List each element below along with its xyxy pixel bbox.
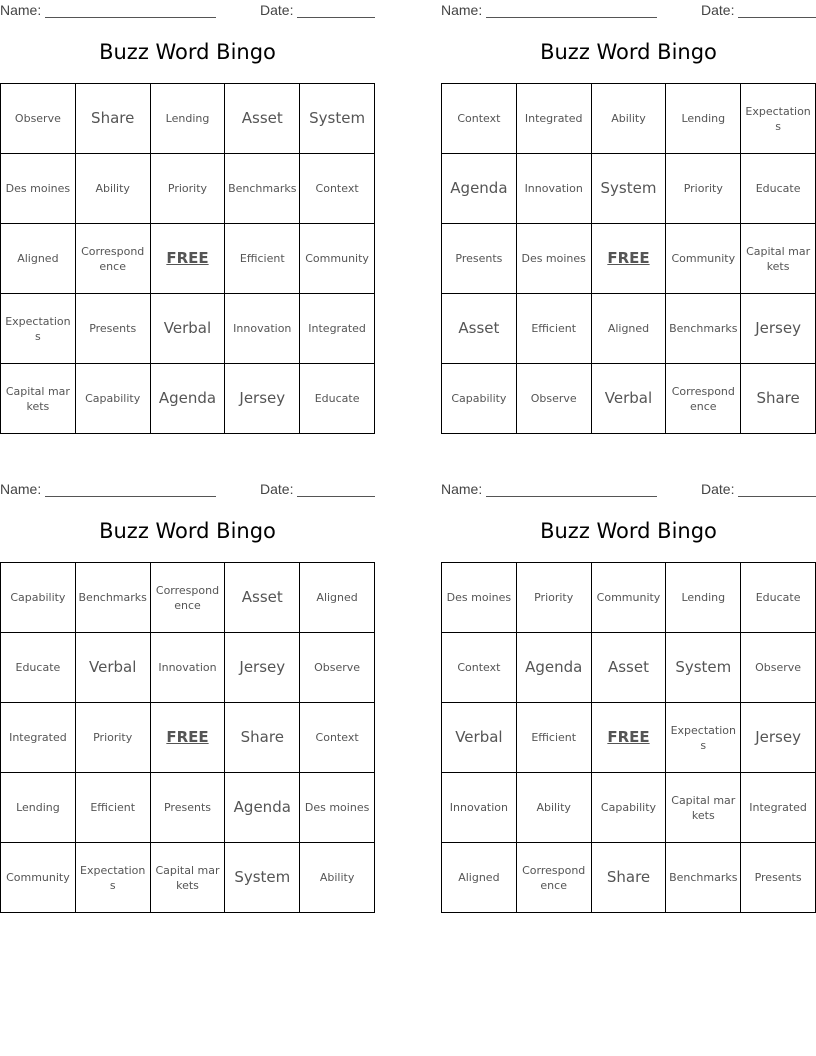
bingo-cell: Asset [592,633,667,703]
bingo-cell: Capital markets [1,364,76,434]
bingo-cell: Capital markets [666,773,741,843]
bingo-cell: Lending [666,563,741,633]
bingo-cell: Educate [1,633,76,703]
bingo-cell: Capability [1,563,76,633]
bingo-cell: Share [592,843,667,913]
bingo-cell: Presents [151,773,226,843]
bingo-cell: Ability [517,773,592,843]
bingo-cell: Des moines [442,563,517,633]
bingo-cell: Expectations [76,843,151,913]
bingo-cell: Lending [151,84,226,154]
bingo-cell: Jersey [741,703,816,773]
date-field-line [738,17,816,18]
date-field-line [297,496,375,497]
bingo-cell: Context [442,633,517,703]
bingo-cell: Jersey [225,633,300,703]
bingo-cell: Integrated [517,84,592,154]
bingo-cell: System [225,843,300,913]
free-space: FREE [151,703,226,773]
bingo-cell: Asset [442,294,517,364]
name-label: Name: [441,2,483,18]
bingo-cell: Correspondence [517,843,592,913]
bingo-cell: Observe [1,84,76,154]
bingo-card [0,479,375,913]
bingo-cell: Ability [300,843,375,913]
bingo-cell: Asset [225,563,300,633]
bingo-cell: Verbal [76,633,151,703]
bingo-cell: Priority [151,154,226,224]
name-date-header [441,479,816,501]
bingo-cell: Benchmarks [666,843,741,913]
bingo-cell: Educate [300,364,375,434]
bingo-cell: Ability [76,154,151,224]
bingo-cell: Observe [741,633,816,703]
bingo-cell: Lending [1,773,76,843]
bingo-cell: Innovation [151,633,226,703]
card-title: Buzz Word Bingo [540,519,717,543]
bingo-cell: Agenda [442,154,517,224]
bingo-card [441,0,816,434]
bingo-cell: Presents [741,843,816,913]
bingo-cell: Efficient [517,294,592,364]
bingo-cell: Context [300,154,375,224]
name-label: Name: [0,481,42,497]
bingo-cell: Jersey [225,364,300,434]
bingo-cell: Correspondence [76,224,151,294]
bingo-cell: Asset [225,84,300,154]
bingo-cell: Context [442,84,517,154]
bingo-cell: Benchmarks [225,154,300,224]
bingo-cell: Aligned [300,563,375,633]
bingo-cell: System [300,84,375,154]
bingo-cell: Community [592,563,667,633]
bingo-cell: Efficient [225,224,300,294]
bingo-cell: Capability [592,773,667,843]
card-title: Buzz Word Bingo [99,519,276,543]
bingo-cell: Capability [442,364,517,434]
bingo-cell: Verbal [442,703,517,773]
bingo-cell: Efficient [76,773,151,843]
bingo-cell: Efficient [517,703,592,773]
bingo-cell: System [592,154,667,224]
date-field-line [738,496,816,497]
bingo-cell: Presents [76,294,151,364]
bingo-cell: Capital markets [741,224,816,294]
name-date-header [0,0,375,22]
card-title: Buzz Word Bingo [99,40,276,64]
bingo-cell: Community [666,224,741,294]
name-field-line [45,17,216,18]
bingo-grid [441,562,816,913]
bingo-cell: Community [300,224,375,294]
name-label: Name: [441,481,483,497]
name-label: Name: [0,2,42,18]
bingo-card [0,0,375,434]
bingo-cell: Capability [76,364,151,434]
bingo-cell: Correspondence [666,364,741,434]
bingo-cell: Aligned [442,843,517,913]
bingo-cell: Verbal [151,294,226,364]
bingo-cell: Innovation [517,154,592,224]
name-field-line [486,17,657,18]
bingo-cell: Des moines [300,773,375,843]
bingo-cell: Jersey [741,294,816,364]
bingo-cell: Integrated [300,294,375,364]
date-label: Date: [701,481,735,497]
bingo-cell: Priority [517,563,592,633]
bingo-cell: Educate [741,154,816,224]
bingo-cell: Correspondence [151,563,226,633]
bingo-cell: Capital markets [151,843,226,913]
bingo-cell: Innovation [225,294,300,364]
bingo-grid [0,562,375,913]
bingo-cell: Integrated [1,703,76,773]
bingo-card [441,479,816,913]
bingo-cell: Lending [666,84,741,154]
date-field-line [297,17,375,18]
bingo-cell: Innovation [442,773,517,843]
bingo-cell: Priority [76,703,151,773]
bingo-cell: Context [300,703,375,773]
bingo-cell: Ability [592,84,667,154]
bingo-grid [441,83,816,434]
bingo-cell: Benchmarks [76,563,151,633]
bingo-cell: Educate [741,563,816,633]
date-label: Date: [701,2,735,18]
free-space: FREE [592,224,667,294]
bingo-cell: Share [76,84,151,154]
name-field-line [486,496,657,497]
bingo-cell: Aligned [592,294,667,364]
bingo-cell: Aligned [1,224,76,294]
name-field-line [45,496,216,497]
bingo-cell: Agenda [151,364,226,434]
bingo-cell: Integrated [741,773,816,843]
free-space: FREE [151,224,226,294]
bingo-cell: Priority [666,154,741,224]
bingo-cell: Expectations [741,84,816,154]
bingo-grid [0,83,375,434]
bingo-cell: Des moines [517,224,592,294]
bingo-cell: Agenda [517,633,592,703]
bingo-cell: Verbal [592,364,667,434]
bingo-cell: Expectations [666,703,741,773]
name-date-header [0,479,375,501]
free-space: FREE [592,703,667,773]
bingo-cell: System [666,633,741,703]
bingo-cell: Benchmarks [666,294,741,364]
bingo-cell: Share [225,703,300,773]
bingo-cell: Des moines [1,154,76,224]
name-date-header [441,0,816,22]
card-title: Buzz Word Bingo [540,40,717,64]
date-label: Date: [260,481,294,497]
bingo-cell: Community [1,843,76,913]
date-label: Date: [260,2,294,18]
bingo-cell: Presents [442,224,517,294]
bingo-cell: Share [741,364,816,434]
bingo-cell: Observe [517,364,592,434]
bingo-cell: Observe [300,633,375,703]
bingo-cell: Agenda [225,773,300,843]
bingo-cell: Expectations [1,294,76,364]
